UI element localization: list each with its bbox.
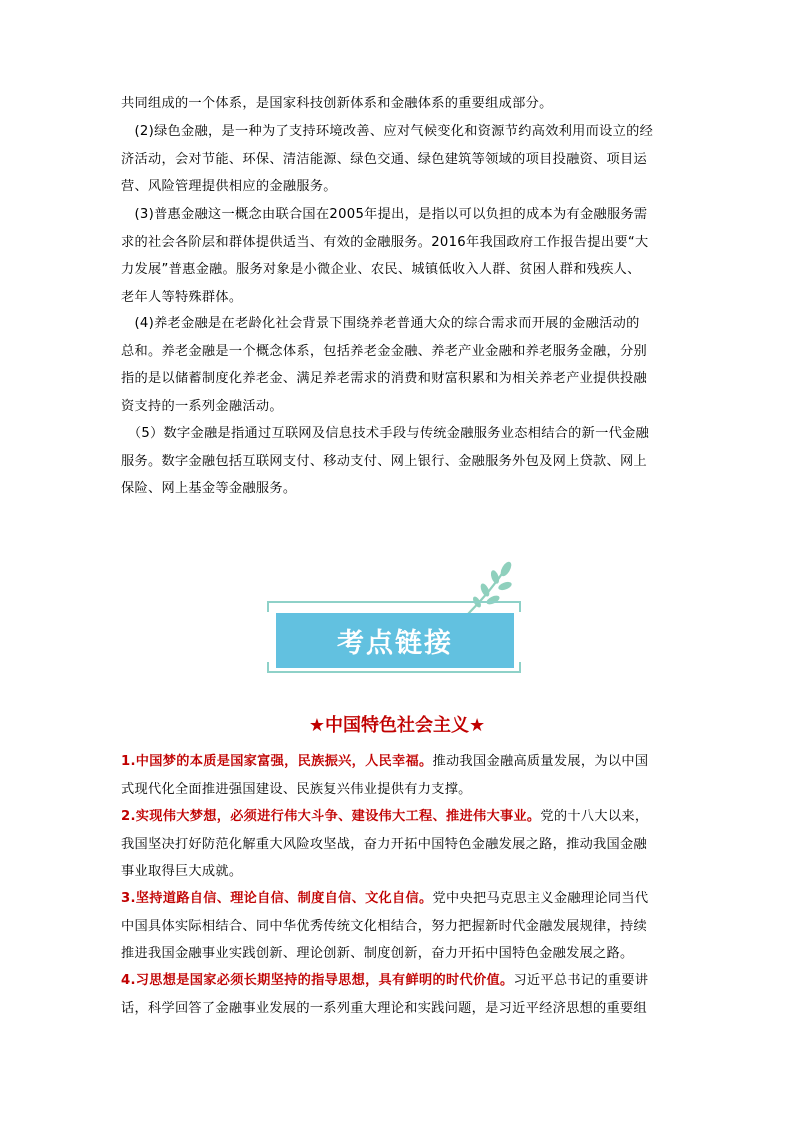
text-line: 共同组成的一个体系，是国家科技创新体系和金融体系的重要组成部分。 <box>121 96 553 111</box>
point-lead: 1.中国梦的本质是国家富强，民族振兴，人民幸福。 <box>121 754 433 769</box>
text-line: 话，科学回答了金融事业发展的一系列重大理论和实践问题，是习近平经济思想的重要组 <box>121 1000 648 1016</box>
star-icon: ★ <box>308 715 325 736</box>
text-line: 式现代化全面推进强国建设、民族复兴伟业提供有力支撑。 <box>121 781 472 797</box>
text-line: 事业取得巨大成就。 <box>121 864 243 879</box>
text-line: 我国坚决打好防范化解重大风险攻坚战，奋力开拓中国特色金融发展之路，推动我国金融 <box>121 836 648 852</box>
text-line: 济活动，会对节能、环保、清洁能源、绿色交通、绿色建筑等领域的项目投融资、项目运 <box>121 151 648 167</box>
text-line <box>121 885 677 913</box>
text-line: 总和。养老金融是一个概念体系，包括养老金金融、养老产业金融和养老服务金融，分别 <box>121 343 648 359</box>
point-text: 习近平总书记的重要讲 <box>513 973 649 988</box>
text-line <box>121 748 677 776</box>
text-line <box>121 803 677 831</box>
point-text: 党中央把马克思主义金融理论同当代 <box>432 891 649 906</box>
text-line: （5）数字金融是指通过互联网及信息技术手段与传统金融服务业态相结合的新一代金融 <box>121 426 650 441</box>
point-3 <box>121 885 677 968</box>
text-line: 推进我国金融事业实践创新、理论创新、制度创新，奋力开拓中国特色金融发展之路。 <box>121 946 634 961</box>
text-line: 中国具体实际相结合、同中华优秀传统文化相结合，努力把握新时代金融发展规律，持续 <box>121 918 648 934</box>
banner-title: 考点链接 <box>337 628 453 659</box>
point-lead: 3.坚持道路自信、理论自信、制度自信、文化自信。 <box>121 891 433 906</box>
intro-paragraph-1 <box>121 90 677 118</box>
text-line: 指的是以储蓄制度化养老金、满足养老需求的消费和财富积累和为相关养老产业提供投融 <box>121 371 648 386</box>
intro-paragraph-inclusive-finance <box>121 201 677 311</box>
text-line: (4)养老金融是在老龄化社会背景下围绕养老普通大众的综合需求而开展的金融活动的 <box>121 316 640 331</box>
intro-paragraph-pension-finance <box>121 310 677 420</box>
point-text: 党的十八大以来， <box>540 809 649 824</box>
text-line: 服务。数字金融包括互联网支付、移动支付、网上银行、金融服务外包及网上贷款、网上 <box>121 453 648 469</box>
text-line: 保险、网上基金等金融服务。 <box>121 481 297 496</box>
text-line <box>121 967 677 995</box>
intro-paragraph-green-finance <box>121 118 677 201</box>
point-2 <box>121 803 677 886</box>
point-lead: 2.实现伟大梦想，必须进行伟大斗争、建设伟大工程、推进伟大事业。 <box>121 809 541 824</box>
text-line: 求的社会各阶层和群体提供适当、有效的金融服务。2016年我国政府工作报告提出要“大 <box>121 234 649 250</box>
point-lead: 4.习思想是国家必须长期坚持的指导思想，具有鲜明的时代价值。 <box>121 973 514 988</box>
text-line: 资支持的一系列金融活动。 <box>121 398 283 414</box>
point-1 <box>121 748 677 803</box>
text-line: (3)普惠金融这一概念由联合国在2005年提出，是指以可以负担的成本为有金融服务需 <box>121 207 648 222</box>
section-banner <box>266 600 522 674</box>
text-line: 老年人等特殊群体。 <box>121 289 243 305</box>
section-title-text: 中国特色社会主义 <box>325 715 469 736</box>
point-4 <box>121 967 677 1022</box>
text-line: 力发展”普惠金融。服务对象是小微企业、农民、城镇低收入人群、贫困人群和残疾人、 <box>121 262 641 277</box>
section-title <box>0 713 794 739</box>
point-text: 推动我国金融高质量发展，为以中国 <box>432 754 649 769</box>
text-line: 营、风险管理提供相应的金融服务。 <box>121 179 337 194</box>
text-line: (2)绿色金融，是一种为了支持环境改善、应对气候变化和资源节约高效利用而设立的经 <box>121 124 654 139</box>
intro-paragraph-digital-finance <box>121 420 677 503</box>
star-icon: ★ <box>469 715 486 736</box>
